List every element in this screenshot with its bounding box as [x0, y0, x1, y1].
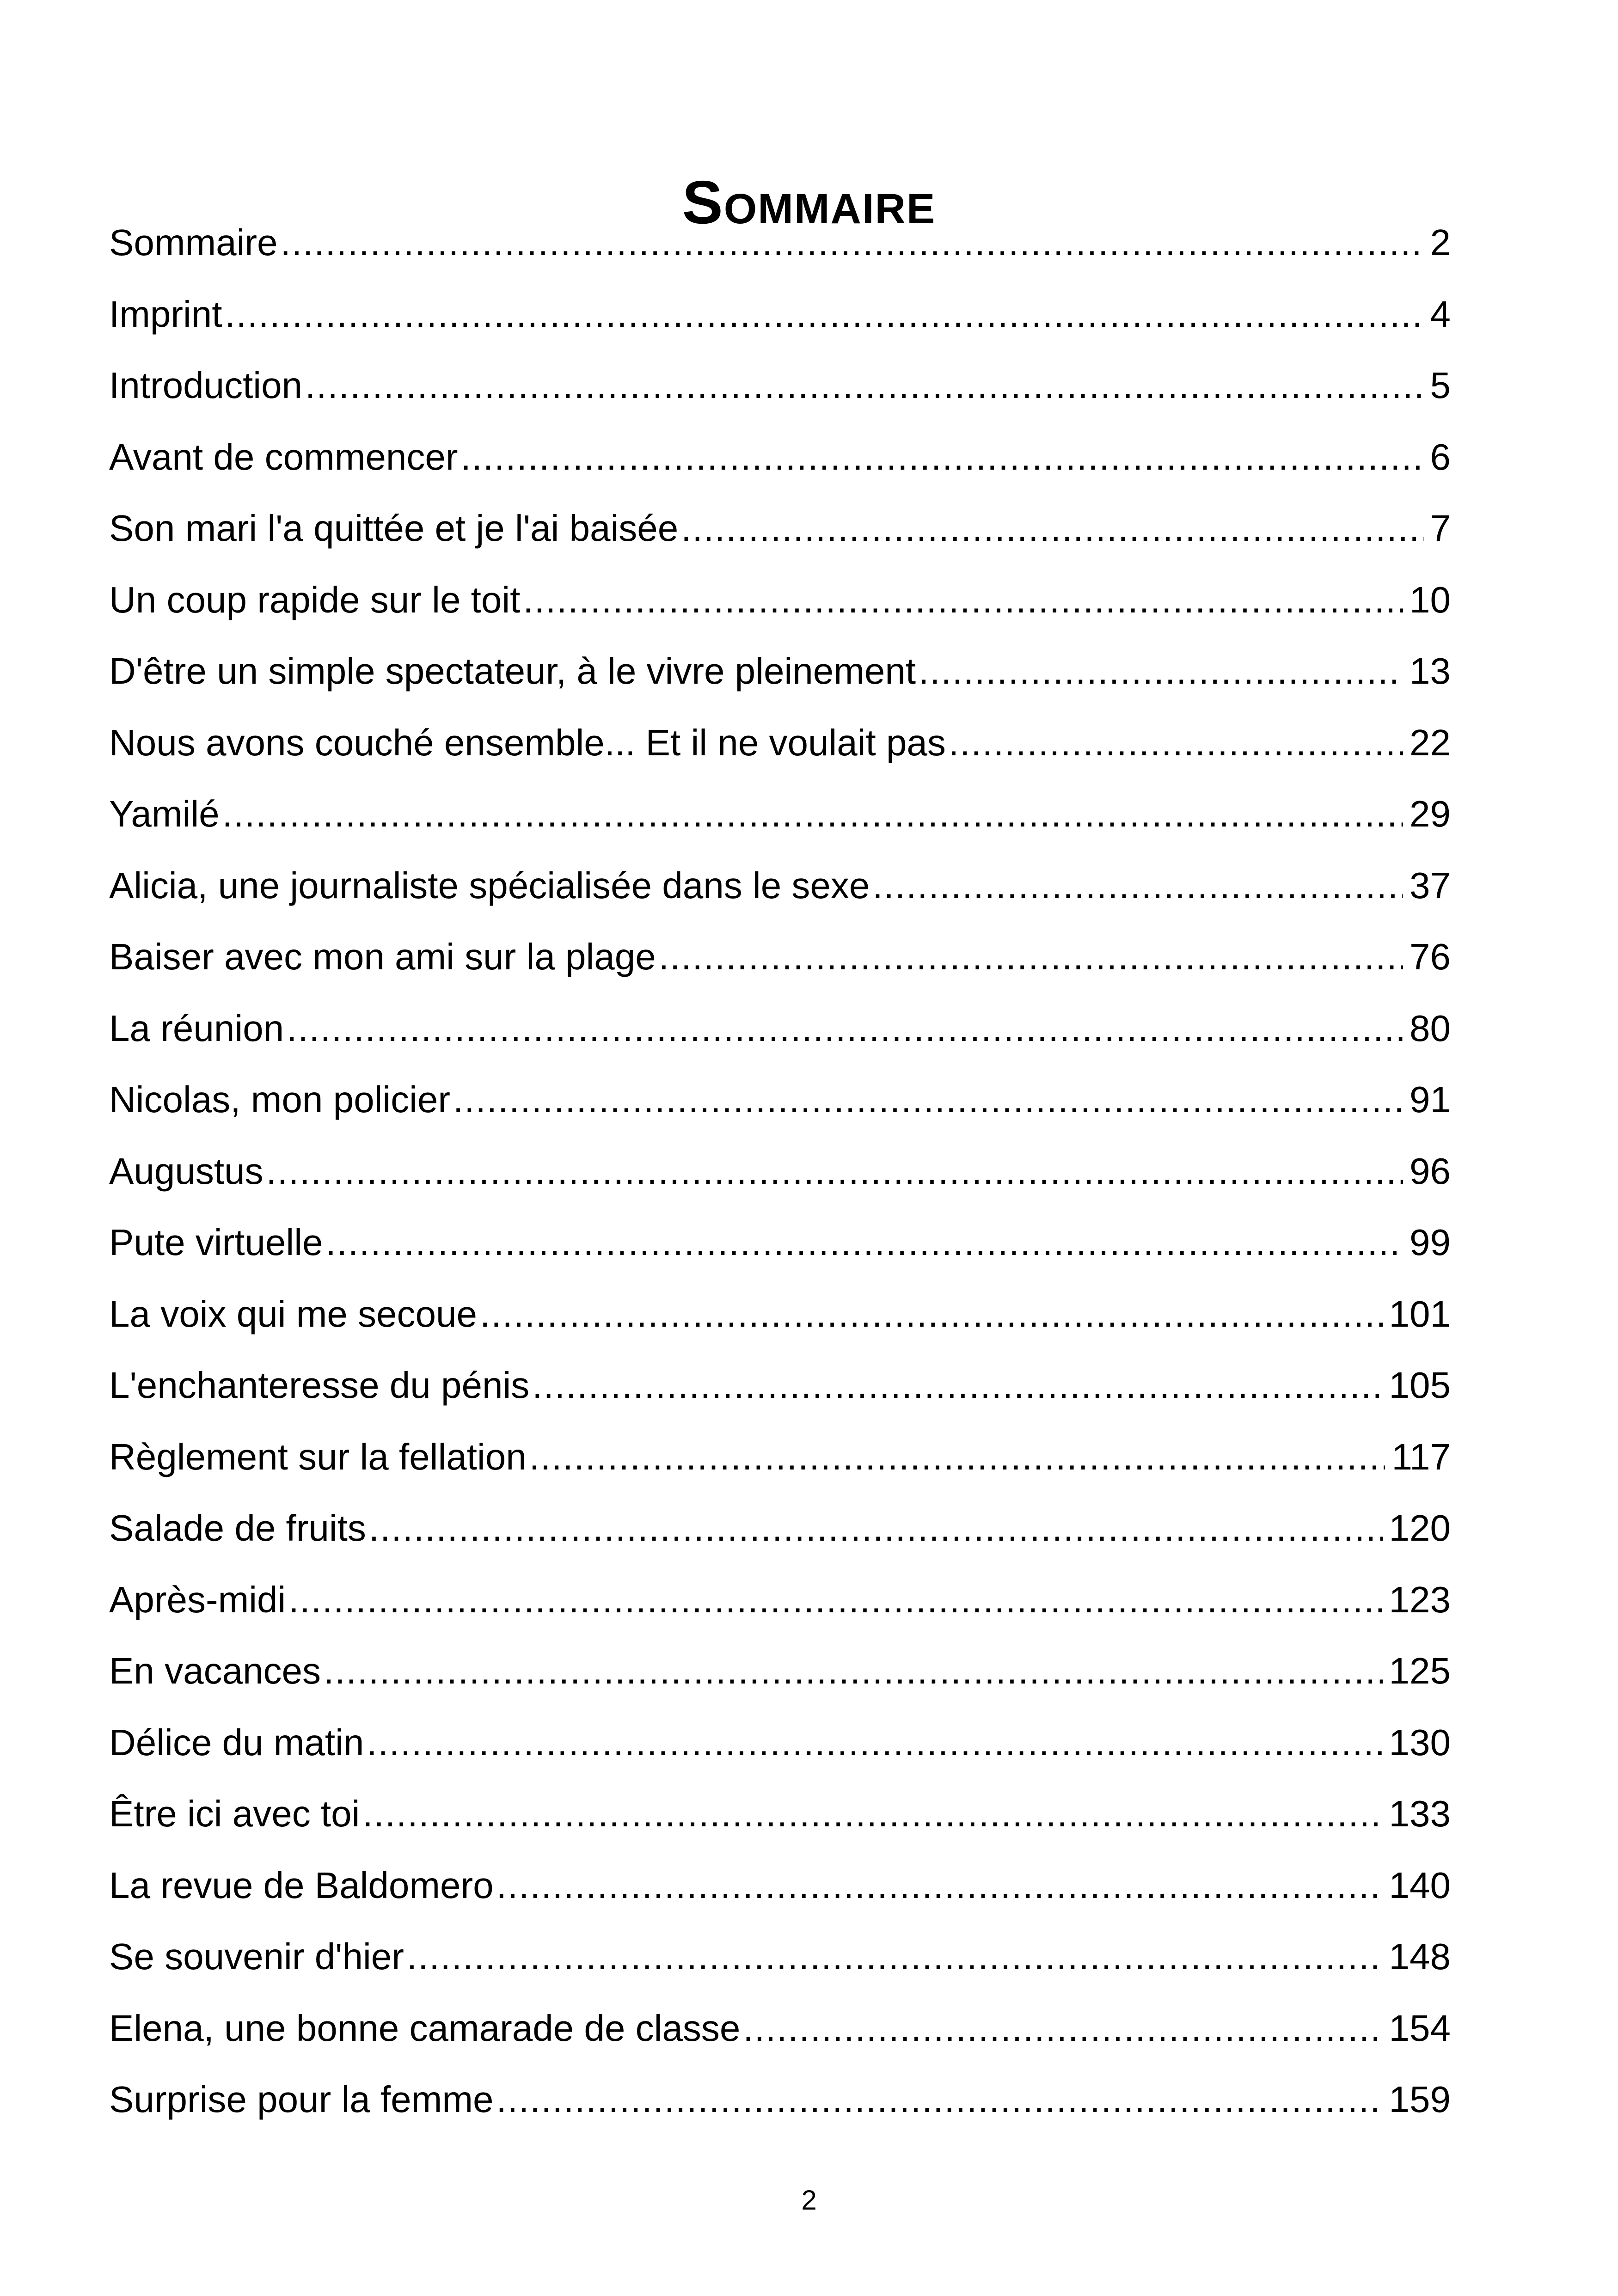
- toc-entry-title: Un coup rapide sur le toit: [109, 579, 521, 620]
- dot-leader: [460, 422, 1423, 493]
- toc-entry-page: 4: [1430, 293, 1451, 335]
- toc-entry[interactable]: [109, 493, 1451, 564]
- toc-entry-page: 133: [1389, 1793, 1451, 1834]
- dot-leader: [523, 564, 1403, 636]
- toc-entry[interactable]: [109, 564, 1451, 636]
- toc-entry-title: La revue de Baldomero: [109, 1864, 494, 1906]
- toc-entry-title: D'être un simple spectateur, à le vivre pleinement: [109, 650, 916, 692]
- toc-entry[interactable]: [109, 1635, 1451, 1707]
- toc-entry-page: 13: [1410, 650, 1451, 692]
- toc-entry-title: Yamilé: [109, 793, 220, 834]
- toc-entry-page: 117: [1391, 1436, 1451, 1477]
- toc-entry-title: Sommaire: [109, 222, 278, 263]
- toc-entry-title: Augustus: [109, 1150, 264, 1192]
- dot-leader: [367, 1707, 1382, 1779]
- dot-leader: [362, 1778, 1382, 1850]
- dot-leader: [529, 1421, 1385, 1493]
- toc-entry-page: 2: [1430, 222, 1451, 263]
- toc-entry-title: Être ici avec toi: [109, 1793, 360, 1834]
- toc-entry-page: 105: [1389, 1365, 1451, 1406]
- toc-entry[interactable]: [109, 1993, 1451, 2064]
- page-title: Sommaire: [682, 168, 936, 237]
- toc-entry[interactable]: [109, 279, 1451, 350]
- toc-entry[interactable]: [109, 1136, 1451, 1207]
- toc-entry-title: Alicia, une journaliste spécialisée dans le sexe: [109, 864, 870, 906]
- dot-leader: [369, 1493, 1383, 1564]
- toc-entry[interactable]: [109, 1921, 1451, 1993]
- toc-entry-title: Nous avons couché ensemble... Et il ne voulait pas: [109, 722, 946, 763]
- toc-entry[interactable]: [109, 422, 1451, 493]
- toc-entry-page: 37: [1410, 864, 1451, 906]
- toc-entry-page: 123: [1389, 1579, 1451, 1620]
- toc-entry-title: La réunion: [109, 1007, 284, 1049]
- table-of-contents: [109, 207, 1451, 2136]
- toc-entry[interactable]: [109, 1350, 1451, 1421]
- page-number: 2: [801, 2185, 817, 2216]
- toc-entry[interactable]: [109, 350, 1451, 422]
- toc-entry-page: 80: [1410, 1007, 1451, 1049]
- toc-entry-page: 22: [1410, 722, 1451, 763]
- toc-entry-title: Surprise pour la femme: [109, 2079, 494, 2120]
- toc-entry[interactable]: [109, 993, 1451, 1065]
- toc-entry-page: 130: [1389, 1721, 1451, 1763]
- dot-leader: [325, 1207, 1403, 1279]
- dot-leader: [949, 707, 1403, 779]
- toc-entry[interactable]: [109, 1778, 1451, 1850]
- toc-entry[interactable]: [109, 1707, 1451, 1779]
- toc-entry[interactable]: [109, 1421, 1451, 1493]
- dot-leader: [225, 279, 1424, 350]
- toc-entry-title: Son mari l'a quittée et je l'ai baisée: [109, 508, 679, 549]
- toc-entry-page: 154: [1389, 2007, 1451, 2049]
- dot-leader: [281, 207, 1424, 279]
- toc-entry-title: Après-midi: [109, 1579, 286, 1620]
- dot-leader: [872, 850, 1403, 922]
- dot-leader: [743, 1993, 1382, 2064]
- toc-entry[interactable]: [109, 1207, 1451, 1279]
- toc-entry-title: Nicolas, mon policier: [109, 1079, 451, 1120]
- toc-entry-page: 10: [1410, 579, 1451, 620]
- toc-entry[interactable]: [109, 1493, 1451, 1564]
- toc-entry-page: 96: [1410, 1150, 1451, 1192]
- dot-leader: [453, 1064, 1403, 1136]
- toc-entry-title: Délice du matin: [109, 1721, 364, 1763]
- toc-entry-page: 6: [1430, 436, 1451, 478]
- dot-leader: [496, 1850, 1383, 1922]
- toc-entry-title: Baiser avec mon ami sur la plage: [109, 936, 656, 977]
- toc-entry-title: Se souvenir d'hier: [109, 1936, 404, 1977]
- toc-entry-title: En vacances: [109, 1650, 321, 1691]
- toc-entry[interactable]: [109, 921, 1451, 993]
- toc-entry-page: 7: [1430, 508, 1451, 549]
- dot-leader: [532, 1350, 1382, 1421]
- toc-entry-title: Pute virtuelle: [109, 1222, 323, 1263]
- toc-entry-title: Elena, une bonne camarade de classe: [109, 2007, 741, 2049]
- dot-leader: [288, 1564, 1382, 1636]
- toc-entry[interactable]: [109, 207, 1451, 279]
- toc-entry-title: Introduction: [109, 365, 303, 406]
- toc-entry[interactable]: [109, 850, 1451, 922]
- toc-entry[interactable]: [109, 1279, 1451, 1350]
- toc-entry-page: 99: [1410, 1222, 1451, 1263]
- toc-entry-title: Salade de fruits: [109, 1507, 366, 1549]
- toc-entry-title: Avant de commencer: [109, 436, 458, 478]
- toc-entry[interactable]: [109, 778, 1451, 850]
- toc-entry-title: Imprint: [109, 293, 222, 335]
- dot-leader: [287, 993, 1403, 1065]
- dot-leader: [266, 1136, 1403, 1207]
- toc-entry-page: 5: [1430, 365, 1451, 406]
- dot-leader: [324, 1635, 1382, 1707]
- toc-entry-title: La voix qui me secoue: [109, 1293, 478, 1335]
- dot-leader: [659, 921, 1403, 993]
- toc-entry[interactable]: [109, 636, 1451, 707]
- toc-entry[interactable]: [109, 2064, 1451, 2136]
- toc-entry[interactable]: [109, 1564, 1451, 1636]
- toc-entry-title: L'enchanteresse du pénis: [109, 1365, 530, 1406]
- dot-leader: [496, 2064, 1382, 2136]
- toc-entry-title: Règlement sur la fellation: [109, 1436, 527, 1477]
- toc-entry-page: 125: [1389, 1650, 1451, 1691]
- toc-entry-page: 140: [1389, 1864, 1451, 1906]
- dot-leader: [222, 778, 1403, 850]
- dot-leader: [305, 350, 1423, 422]
- dot-leader: [407, 1921, 1383, 1993]
- dot-leader: [480, 1279, 1383, 1350]
- toc-entry[interactable]: [109, 1850, 1451, 1922]
- toc-entry-page: 148: [1389, 1936, 1451, 1977]
- toc-entry-page: 159: [1389, 2079, 1451, 2120]
- toc-entry-page: 101: [1389, 1293, 1451, 1335]
- toc-entry-page: 29: [1410, 793, 1451, 834]
- toc-entry-page: 76: [1410, 936, 1451, 977]
- toc-entry-page: 120: [1389, 1507, 1451, 1549]
- toc-entry[interactable]: [109, 707, 1451, 779]
- dot-leader: [919, 636, 1403, 707]
- dot-leader: [681, 493, 1423, 564]
- toc-entry[interactable]: [109, 1064, 1451, 1136]
- toc-entry-page: 91: [1410, 1079, 1451, 1120]
